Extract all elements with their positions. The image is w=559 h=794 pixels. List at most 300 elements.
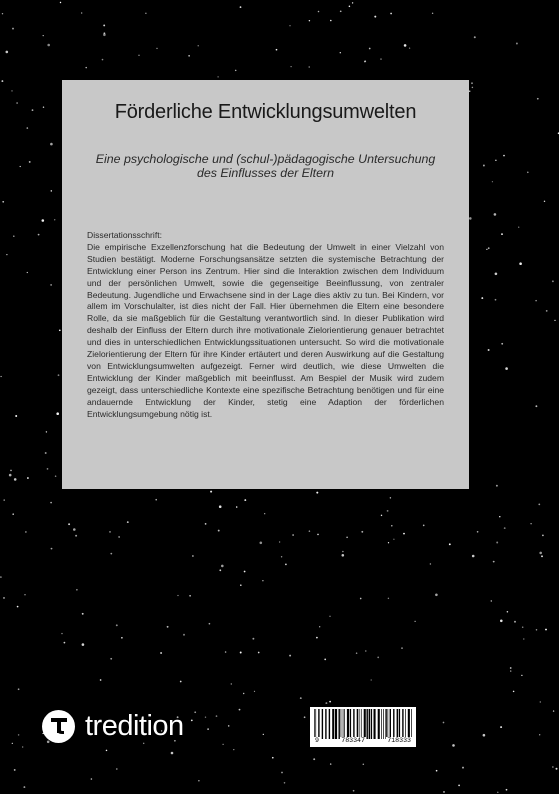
star bbox=[252, 638, 254, 640]
star bbox=[391, 525, 393, 527]
star bbox=[56, 412, 59, 415]
star bbox=[17, 606, 19, 608]
star bbox=[377, 657, 379, 659]
star bbox=[530, 523, 531, 524]
star bbox=[188, 55, 189, 56]
dissertation-label: Dissertationsschrift: bbox=[87, 230, 162, 240]
star bbox=[103, 24, 105, 26]
star bbox=[55, 475, 57, 477]
star bbox=[304, 716, 306, 718]
star bbox=[500, 620, 503, 623]
star bbox=[403, 533, 405, 535]
star bbox=[61, 633, 62, 634]
star bbox=[76, 589, 78, 591]
star bbox=[75, 535, 77, 537]
star bbox=[388, 598, 389, 599]
star bbox=[54, 219, 55, 220]
star bbox=[279, 541, 280, 542]
star bbox=[436, 770, 438, 772]
star bbox=[360, 598, 362, 600]
star bbox=[300, 697, 302, 699]
star bbox=[349, 6, 351, 8]
barcode-bar bbox=[402, 709, 403, 739]
star bbox=[521, 675, 522, 676]
star bbox=[542, 535, 544, 537]
star bbox=[486, 249, 487, 250]
star bbox=[225, 651, 227, 653]
star bbox=[183, 634, 185, 636]
barcode-bar bbox=[371, 709, 372, 739]
star bbox=[409, 47, 410, 48]
star bbox=[50, 143, 53, 146]
star bbox=[538, 504, 540, 506]
star bbox=[496, 485, 498, 487]
star bbox=[240, 652, 242, 654]
star bbox=[2, 13, 3, 14]
star bbox=[6, 254, 7, 255]
star bbox=[110, 658, 112, 660]
star bbox=[346, 537, 348, 539]
star bbox=[156, 48, 157, 49]
star bbox=[353, 790, 355, 792]
star bbox=[0, 576, 2, 578]
star bbox=[219, 569, 221, 571]
star bbox=[365, 60, 367, 62]
star bbox=[329, 616, 330, 617]
star bbox=[324, 659, 326, 661]
star bbox=[497, 792, 498, 793]
star bbox=[102, 59, 104, 61]
barcode-bar bbox=[353, 709, 354, 739]
star bbox=[536, 629, 538, 631]
star bbox=[325, 702, 327, 704]
star bbox=[82, 643, 85, 646]
star bbox=[393, 539, 394, 540]
star bbox=[233, 749, 234, 750]
star bbox=[506, 789, 508, 791]
star bbox=[545, 629, 547, 631]
star bbox=[423, 525, 425, 527]
star bbox=[313, 758, 315, 760]
star bbox=[381, 515, 382, 516]
star bbox=[272, 757, 274, 759]
star bbox=[85, 67, 86, 68]
barcode-bar bbox=[325, 709, 326, 739]
barcode-bar bbox=[385, 709, 386, 739]
barcode-bar bbox=[364, 709, 366, 739]
star bbox=[2, 201, 4, 203]
star bbox=[342, 551, 344, 553]
star bbox=[46, 431, 47, 432]
star bbox=[539, 734, 540, 735]
star bbox=[51, 190, 53, 192]
star bbox=[289, 655, 291, 657]
star bbox=[262, 580, 263, 581]
star bbox=[18, 734, 20, 736]
barcode-bar bbox=[350, 709, 351, 739]
star bbox=[493, 561, 495, 563]
isbn-barcode bbox=[310, 707, 416, 747]
star bbox=[513, 691, 515, 693]
star bbox=[58, 374, 60, 376]
star bbox=[356, 652, 358, 654]
barcode-digits-left: 783347 bbox=[341, 737, 365, 744]
blurb-text: Die empirische Exzellenzforschung hat die Bedeutung der Umwelt in einer Vielzahl von Studien bestätigt. Moderne Forschungsansätze setzten die systemische Betrachtung der Entwicklung einer Person ins Zentrum. Hier sind die Interaktion zwischen dem Individuum und der persönlichen Umwelt, sowie die gegenseitige Beeinflussung, von zentraler Bedeutung. Jugendliche und Erwachsene sind in der Lage dies aktiv zu tun. Bei Kindern, vor allem im Vorschulalter, ist dies nicht der Fall. Hier übernehmen die Eltern eine besondere Rolle, da sie maßgeblich für die Gestaltung verantwortlich sind. In dieser Publikation wird deshalb der Einfluss der Eltern durch ihre motivationale Zielorientierung genauer betrachtet und dies in unterschiedlichen Entwicklungssituationen untersucht. So wird die motivationale Zielorientierung der Eltern für ihre Kinder ertäutert und deren Auswirkung auf die Gestaltung von Entwicklungsumwelten aufgezeigt. Ferner wird deutlich, wie diese Umwelten die Entwicklung der Kinder maßgeblich mit beeinflusst. Am Bespiel der Musik wird zudem gezeigt, dass unterschiedliche Kontexte eine spezifische Betrachtung benötigen und für eine andauernde Entwicklung der Kinder, stetig eine Adaption der förderlichen Entwicklungsumgebung nötig ist. bbox=[87, 241, 444, 419]
barcode-bar bbox=[388, 709, 389, 739]
star bbox=[6, 51, 9, 54]
barcode-bar bbox=[361, 709, 362, 739]
star bbox=[365, 650, 366, 651]
star bbox=[210, 491, 212, 493]
star bbox=[309, 530, 311, 532]
barcode-bar bbox=[322, 709, 323, 739]
star bbox=[240, 584, 242, 586]
star bbox=[500, 726, 502, 728]
tredition-logo-icon bbox=[42, 710, 75, 743]
barcode-bar bbox=[393, 709, 394, 739]
barcode-bar bbox=[369, 709, 370, 739]
barcode-bar bbox=[357, 709, 358, 739]
star bbox=[330, 763, 331, 764]
star bbox=[374, 16, 376, 18]
star bbox=[504, 527, 506, 529]
star bbox=[342, 554, 345, 557]
barcode-bar bbox=[329, 709, 330, 739]
star bbox=[50, 502, 52, 504]
star bbox=[236, 506, 238, 508]
star bbox=[507, 611, 509, 613]
star bbox=[171, 752, 174, 755]
barcode-bar bbox=[399, 709, 400, 739]
star bbox=[309, 20, 310, 21]
barcode-bar bbox=[411, 709, 412, 739]
publisher-logo bbox=[42, 706, 184, 746]
barcode-bar bbox=[383, 709, 384, 739]
star bbox=[340, 52, 341, 53]
barcode-bar bbox=[339, 709, 340, 739]
star bbox=[492, 181, 493, 182]
star bbox=[25, 531, 26, 532]
star bbox=[535, 405, 537, 407]
barcode-bar bbox=[359, 709, 360, 739]
star bbox=[330, 20, 332, 22]
publisher-name: tredition bbox=[85, 710, 184, 742]
star bbox=[527, 172, 529, 174]
star bbox=[488, 349, 490, 351]
star bbox=[474, 36, 476, 38]
star bbox=[160, 652, 162, 654]
star bbox=[388, 542, 389, 543]
barcode-bar bbox=[344, 709, 345, 739]
star bbox=[155, 499, 157, 501]
star bbox=[276, 49, 278, 51]
star bbox=[443, 722, 445, 724]
star bbox=[501, 233, 503, 235]
star bbox=[522, 626, 523, 627]
star bbox=[109, 531, 111, 533]
star bbox=[222, 744, 223, 745]
star bbox=[556, 768, 558, 770]
star bbox=[127, 521, 129, 523]
star bbox=[537, 98, 539, 100]
star bbox=[13, 235, 15, 237]
barcode-digits-right: 718333 bbox=[387, 737, 411, 744]
star bbox=[0, 376, 1, 377]
star bbox=[145, 13, 146, 14]
star bbox=[191, 719, 193, 721]
star bbox=[239, 709, 241, 711]
star bbox=[16, 102, 18, 104]
barcode-bar bbox=[408, 709, 410, 739]
star bbox=[192, 555, 194, 557]
star bbox=[231, 683, 232, 684]
star bbox=[43, 35, 44, 36]
star bbox=[483, 734, 486, 737]
star bbox=[42, 219, 45, 222]
star bbox=[516, 43, 518, 45]
star bbox=[198, 45, 199, 46]
barcode-bar bbox=[405, 709, 406, 739]
star bbox=[390, 497, 391, 498]
star bbox=[180, 681, 182, 683]
star bbox=[205, 717, 206, 718]
star bbox=[216, 715, 218, 717]
star bbox=[60, 2, 61, 3]
barcode-bar bbox=[397, 709, 398, 739]
star bbox=[289, 25, 290, 26]
barcode-bar bbox=[381, 709, 382, 739]
star bbox=[103, 34, 106, 37]
barcode-bar bbox=[315, 709, 316, 739]
star bbox=[401, 647, 403, 649]
star bbox=[43, 106, 44, 107]
star bbox=[458, 784, 460, 786]
star bbox=[228, 725, 230, 727]
star bbox=[285, 563, 287, 565]
star bbox=[414, 621, 415, 622]
star bbox=[14, 769, 16, 771]
star bbox=[495, 160, 496, 161]
star bbox=[12, 743, 13, 744]
star bbox=[435, 594, 438, 597]
star bbox=[138, 55, 139, 56]
star bbox=[73, 528, 76, 531]
star bbox=[100, 679, 102, 681]
star bbox=[469, 217, 472, 220]
star bbox=[501, 343, 503, 345]
star bbox=[452, 744, 455, 747]
star bbox=[318, 11, 320, 13]
star bbox=[194, 711, 196, 713]
star bbox=[462, 767, 464, 769]
star bbox=[244, 499, 246, 501]
star bbox=[316, 492, 318, 494]
star bbox=[221, 565, 224, 568]
star bbox=[47, 468, 49, 470]
star bbox=[59, 329, 61, 331]
barcode-bar bbox=[318, 709, 319, 739]
star bbox=[546, 310, 548, 312]
star bbox=[539, 552, 542, 555]
star bbox=[290, 66, 291, 67]
star bbox=[110, 553, 112, 555]
star bbox=[510, 667, 512, 669]
star bbox=[177, 595, 178, 596]
star bbox=[263, 734, 264, 735]
star bbox=[523, 638, 524, 639]
star bbox=[244, 571, 246, 573]
star bbox=[205, 523, 207, 525]
star bbox=[217, 76, 218, 77]
star bbox=[82, 613, 84, 615]
star bbox=[11, 90, 12, 91]
star bbox=[553, 710, 554, 711]
star bbox=[430, 563, 431, 564]
barcode-bar bbox=[314, 709, 315, 739]
star bbox=[503, 155, 505, 157]
star bbox=[317, 534, 319, 536]
star bbox=[18, 688, 20, 690]
star bbox=[505, 367, 508, 370]
star bbox=[10, 470, 12, 472]
star bbox=[552, 280, 554, 282]
star bbox=[198, 780, 199, 781]
star bbox=[369, 48, 371, 50]
star bbox=[3, 499, 4, 500]
star bbox=[387, 510, 389, 512]
star bbox=[481, 297, 483, 299]
star bbox=[218, 530, 220, 532]
star bbox=[45, 452, 47, 454]
star bbox=[316, 637, 318, 639]
star bbox=[240, 6, 242, 8]
barcode-digits bbox=[310, 737, 416, 744]
star bbox=[260, 542, 263, 545]
star bbox=[499, 516, 500, 517]
star bbox=[541, 555, 543, 557]
star bbox=[443, 791, 445, 793]
star bbox=[496, 542, 498, 544]
star bbox=[284, 782, 286, 784]
star bbox=[469, 91, 470, 92]
description-panel bbox=[62, 80, 469, 489]
star bbox=[27, 127, 29, 129]
star bbox=[390, 13, 392, 15]
star bbox=[15, 415, 17, 417]
star bbox=[116, 768, 118, 770]
star bbox=[64, 642, 66, 644]
star bbox=[552, 766, 553, 767]
star bbox=[264, 513, 265, 514]
star bbox=[309, 66, 310, 67]
star bbox=[281, 556, 282, 557]
star bbox=[27, 477, 29, 479]
star bbox=[535, 300, 537, 302]
star bbox=[340, 10, 342, 12]
book-subtitle: Eine psychologische und (schul-)pädagogische Untersuchung des Einflusses der Eltern bbox=[95, 152, 436, 180]
star bbox=[319, 626, 320, 627]
star bbox=[352, 2, 353, 3]
star bbox=[235, 70, 237, 72]
star bbox=[519, 262, 522, 265]
star bbox=[449, 543, 451, 545]
barcode-bar bbox=[374, 709, 376, 739]
star bbox=[12, 513, 14, 515]
star bbox=[292, 534, 294, 536]
star bbox=[472, 87, 474, 89]
star bbox=[12, 28, 14, 30]
star bbox=[494, 213, 497, 216]
star bbox=[14, 478, 17, 481]
star bbox=[118, 536, 119, 537]
barcode-bar bbox=[335, 709, 337, 739]
star bbox=[514, 621, 516, 623]
star bbox=[281, 772, 283, 774]
star bbox=[47, 44, 50, 47]
star bbox=[24, 594, 25, 595]
star bbox=[121, 637, 123, 639]
star bbox=[27, 272, 28, 273]
star bbox=[258, 652, 260, 654]
star bbox=[432, 13, 433, 14]
star bbox=[554, 320, 555, 321]
star bbox=[167, 626, 169, 628]
star bbox=[329, 701, 331, 703]
barcode-bar bbox=[367, 709, 368, 739]
star bbox=[23, 786, 25, 788]
barcode-bar bbox=[332, 709, 334, 739]
star bbox=[472, 555, 475, 558]
star bbox=[371, 679, 372, 680]
barcode-digit-first: 9 bbox=[315, 737, 319, 744]
star bbox=[106, 750, 108, 752]
star bbox=[495, 299, 497, 301]
barcode-bar bbox=[343, 709, 344, 739]
star bbox=[491, 600, 492, 601]
star bbox=[361, 531, 363, 533]
star bbox=[22, 746, 23, 747]
star bbox=[207, 728, 209, 730]
barcode-bar bbox=[378, 709, 380, 739]
star bbox=[29, 161, 31, 163]
star bbox=[510, 670, 511, 671]
star bbox=[116, 624, 118, 626]
barcode-bar bbox=[341, 709, 342, 739]
barcode-bar bbox=[390, 709, 391, 739]
book-title: Förderliche Entwicklungsumwelten bbox=[114, 101, 417, 123]
barcode-bars bbox=[314, 709, 412, 739]
star bbox=[68, 523, 70, 525]
star bbox=[91, 778, 93, 780]
star bbox=[477, 531, 479, 533]
star bbox=[404, 44, 407, 47]
star bbox=[189, 595, 191, 597]
star bbox=[540, 701, 541, 702]
star bbox=[1, 80, 3, 82]
star bbox=[363, 764, 365, 766]
star bbox=[20, 166, 21, 167]
star bbox=[483, 165, 485, 167]
star bbox=[254, 691, 255, 692]
star bbox=[380, 58, 381, 59]
star bbox=[488, 247, 490, 249]
star bbox=[50, 284, 52, 286]
barcode-bar bbox=[347, 709, 349, 739]
star bbox=[471, 82, 473, 84]
star bbox=[32, 109, 34, 111]
star bbox=[81, 12, 82, 13]
star bbox=[243, 693, 244, 694]
